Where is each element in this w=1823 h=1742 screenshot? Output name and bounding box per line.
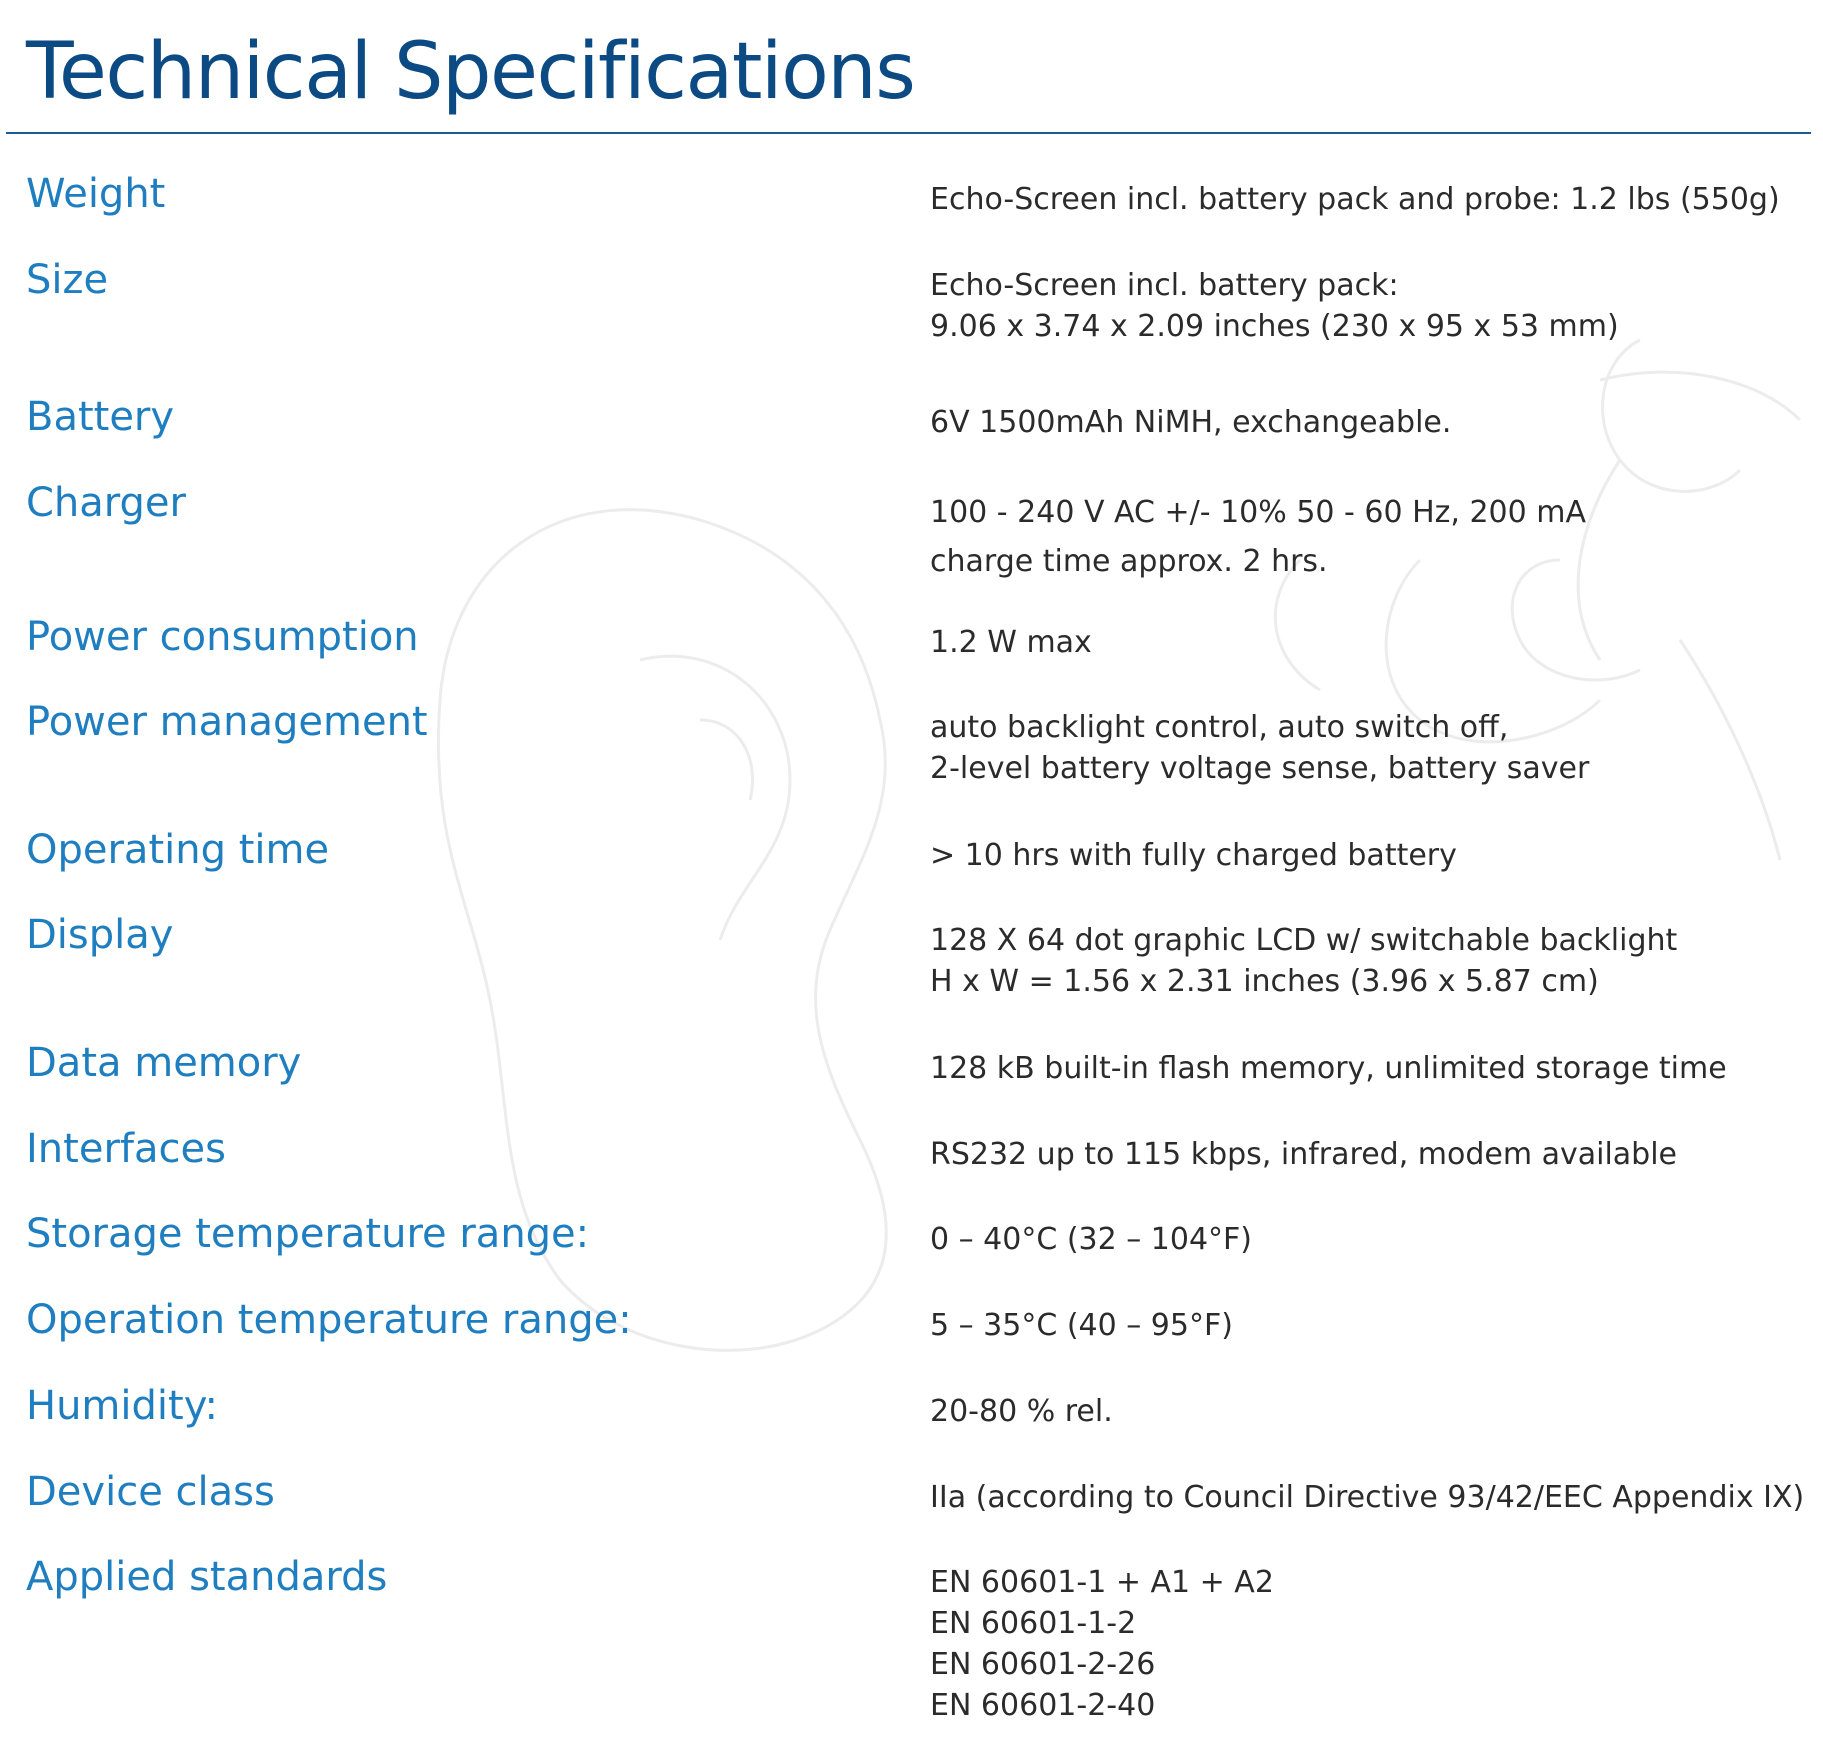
- spec-value-line: 6V 1500mAh NiMH, exchangeable.: [930, 405, 1452, 440]
- spec-label: Operation temperature range:: [26, 1297, 632, 1343]
- spec-value-line: 0 – 40°C (32 – 104°F): [930, 1222, 1252, 1257]
- spec-value-line: 128 kB built-in flash memory, unlimited storage time: [930, 1051, 1727, 1086]
- spec-value: [930, 1305, 1810, 1346]
- page-title: Technical Specifications: [26, 27, 915, 117]
- spec-value-line: EN 60601-2-40: [930, 1688, 1156, 1723]
- spec-label: Humidity:: [26, 1383, 218, 1429]
- spec-value: [930, 488, 1810, 586]
- spec-label: Operating time: [26, 827, 330, 873]
- spec-value-line: EN 60601-1 + A1 + A2: [930, 1565, 1274, 1600]
- spec-value-line: charge time approx. 2 hrs.: [930, 544, 1328, 579]
- spec-value: [930, 920, 1810, 1002]
- spec-label: Device class: [26, 1469, 275, 1515]
- spec-value: [930, 402, 1810, 443]
- spec-value-line: 9.06 x 3.74 x 2.09 inches (230 x 95 x 53 mm): [930, 309, 1619, 344]
- spec-value-line: Echo-Screen incl. battery pack and probe: 1.2 lbs (550g): [930, 182, 1780, 217]
- spec-value: [930, 1391, 1810, 1432]
- spec-value-line: IIa (according to Council Directive 93/42/EEC Appendix IX): [930, 1480, 1805, 1515]
- spec-label: Size: [26, 257, 109, 303]
- spec-value: [930, 1562, 1810, 1726]
- spec-label: Battery: [26, 394, 175, 440]
- spec-value-line: auto backlight control, auto switch off,: [930, 710, 1509, 745]
- spec-value-line: > 10 hrs with fully charged battery: [930, 838, 1457, 873]
- spec-value-line: EN 60601-2-26: [930, 1647, 1156, 1682]
- spec-label: Interfaces: [26, 1126, 226, 1172]
- spec-value: [930, 707, 1810, 789]
- spec-label: Power management: [26, 699, 428, 745]
- spec-label: Charger: [26, 480, 186, 526]
- spec-value-line: 100 - 240 V AC +/- 10% 50 - 60 Hz, 200 mA: [930, 495, 1587, 530]
- spec-value-line: H x W = 1.56 x 2.31 inches (3.96 x 5.87 cm): [930, 964, 1599, 999]
- spec-label: Data memory: [26, 1040, 302, 1086]
- spec-value-line: 20-80 % rel.: [930, 1394, 1113, 1429]
- spec-value-line: 1.2 W max: [930, 625, 1092, 660]
- spec-value: [930, 1477, 1810, 1518]
- spec-value-line: 2-level battery voltage sense, battery saver: [930, 751, 1590, 786]
- spec-value: [930, 1219, 1810, 1260]
- spec-value-line: Echo-Screen incl. battery pack:: [930, 268, 1399, 303]
- spec-label: Power consumption: [26, 614, 419, 660]
- spec-value: [930, 1048, 1810, 1089]
- spec-value-line: RS232 up to 115 kbps, infrared, modem available: [930, 1137, 1678, 1172]
- spec-label: Display: [26, 912, 174, 958]
- spec-value: [930, 179, 1810, 220]
- spec-value: [930, 835, 1810, 876]
- spec-label: Applied standards: [26, 1554, 388, 1600]
- spec-label: Storage temperature range:: [26, 1211, 590, 1257]
- spec-value: [930, 622, 1810, 663]
- spec-value: [930, 265, 1810, 347]
- spec-value: [930, 1134, 1810, 1175]
- spec-value-line: 5 – 35°C (40 – 95°F): [930, 1308, 1233, 1343]
- spec-value-line: 128 X 64 dot graphic LCD w/ switchable backlight: [930, 923, 1678, 958]
- spec-value-line: EN 60601-1-2: [930, 1606, 1137, 1641]
- spec-label: Weight: [26, 171, 166, 217]
